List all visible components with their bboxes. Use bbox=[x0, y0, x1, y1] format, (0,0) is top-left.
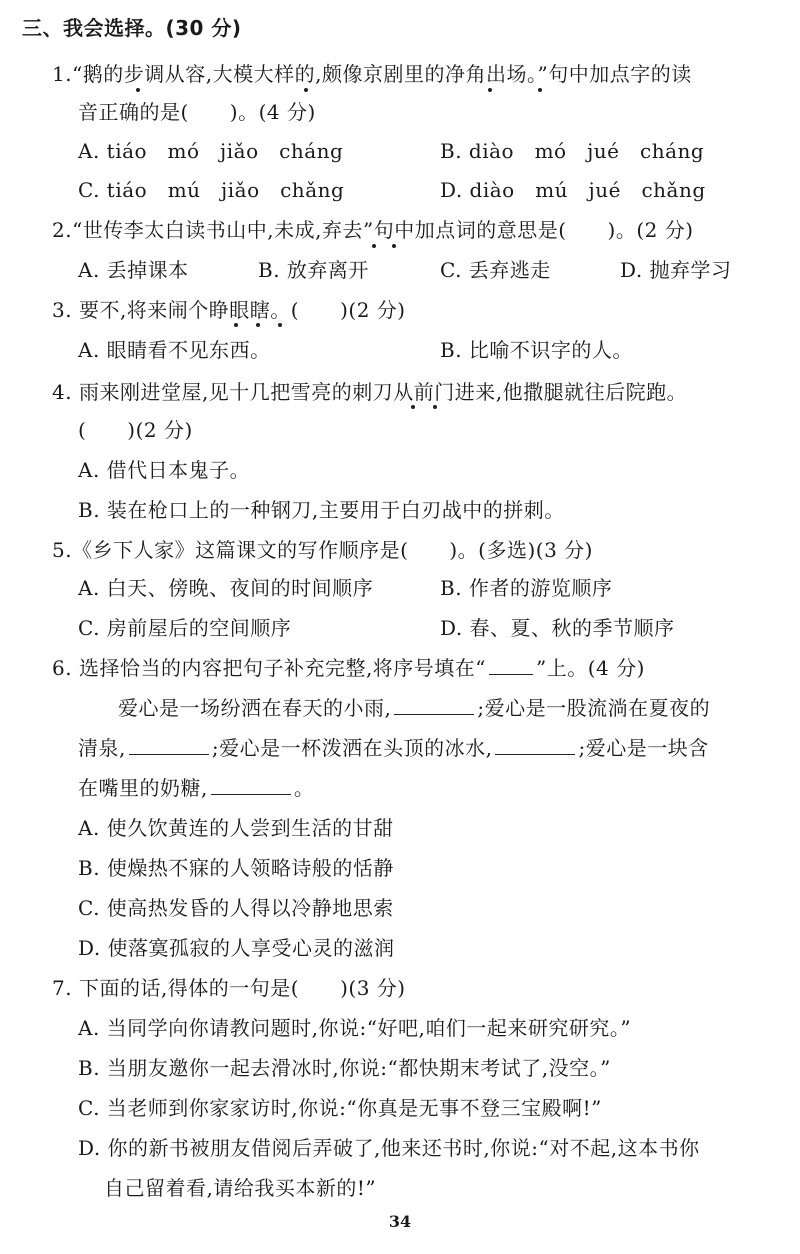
q6-option-b: B. 使燥热不寐的人领略诗般的恬静 bbox=[78, 856, 394, 880]
q7-stem: 7. 下面的话,得体的一句是( )(3 分) bbox=[52, 976, 406, 1000]
q4-option-b: B. 装在枪口上的一种钢刀,主要用于白刃战中的拼刺。 bbox=[78, 498, 565, 522]
q7-option-a: A. 当同学向你请教问题时,你说:“好吧,咱们一起来研究研究。” bbox=[78, 1016, 632, 1040]
emphasis-dot bbox=[256, 323, 260, 327]
q6-stem bbox=[52, 654, 645, 682]
q7-option-b: B. 当朋友邀你一起去滑冰时,你说:“都快期末考试了,没空。” bbox=[78, 1056, 611, 1080]
q6-stem-text-end: ”上。(4 分) bbox=[536, 656, 645, 680]
q6-stem-text: 6. 选择恰当的内容把句子补充完整,将序号填在“ bbox=[52, 656, 487, 680]
page-number: 34 bbox=[388, 1212, 412, 1231]
q1-option-c: C. tiáo mú jiǎo chǎng bbox=[78, 178, 345, 202]
emphasis-dot bbox=[234, 323, 238, 327]
passage-text: 在嘴里的奶糖, bbox=[78, 776, 208, 800]
q1-stem-line1: 1.“鹅的步调从容,大模大样的,颇像京剧里的净角出场。”句中加点字的读 bbox=[52, 62, 692, 86]
q3-stem: 3. 要不,将来闹个睁眼瞎。( )(2 分) bbox=[52, 298, 406, 322]
q7-option-d-line1: D. 你的新书被朋友借阅后弄破了,他来还书时,你说:“对不起,这本书你 bbox=[78, 1136, 700, 1160]
q2-option-b: B. 放弃离开 bbox=[258, 258, 369, 282]
emphasis-dot bbox=[488, 88, 492, 92]
q5-stem: 5.《乡下人家》这篇课文的写作顺序是( )。(多选)(3 分) bbox=[52, 538, 593, 562]
passage-text: ;爱心是一杯泼洒在头顶的冰水, bbox=[211, 736, 493, 760]
q3-option-a: A. 眼睛看不见东西。 bbox=[78, 338, 271, 362]
emphasis-dot bbox=[538, 88, 542, 92]
q5-option-d: D. 春、夏、秋的季节顺序 bbox=[440, 616, 675, 640]
q6-passage-line3 bbox=[78, 774, 314, 802]
answer-blank[interactable] bbox=[129, 734, 209, 755]
q2-option-d: D. 抛弃学习 bbox=[620, 258, 732, 282]
emphasis-dot bbox=[136, 88, 140, 92]
q6-passage-line2 bbox=[78, 734, 709, 762]
passage-text: ;爱心是一块含 bbox=[578, 736, 709, 760]
emphasis-dot bbox=[392, 244, 396, 248]
q1-stem-line2: 音正确的是( )。(4 分) bbox=[78, 100, 316, 124]
emphasis-dot bbox=[433, 405, 437, 409]
passage-text: 清泉, bbox=[78, 736, 126, 760]
q5-option-a: A. 白天、傍晚、夜间的时间顺序 bbox=[78, 576, 374, 600]
emphasis-dot bbox=[278, 323, 282, 327]
q6-option-d: D. 使落寞孤寂的人享受心灵的滋润 bbox=[78, 936, 395, 960]
q7-option-c: C. 当老师到你家家访时,你说:“你真是无事不登三宝殿啊!” bbox=[78, 1096, 602, 1120]
q6-option-c: C. 使高热发昏的人得以冷静地思索 bbox=[78, 896, 394, 920]
emphasis-dot bbox=[372, 244, 376, 248]
passage-text: 爱心是一场纷洒在春天的小雨, bbox=[118, 696, 392, 720]
section-title: 三、我会选择。(30 分) bbox=[22, 16, 242, 40]
q1-option-b: B. diào mó jué cháng bbox=[440, 139, 705, 163]
q4-stem-line1: 4. 雨来刚进堂屋,见十几把雪亮的刺刀从前门进来,他撒腿就往后院跑。 bbox=[52, 380, 688, 404]
answer-blank[interactable] bbox=[394, 694, 474, 715]
answer-blank[interactable] bbox=[495, 734, 575, 755]
answer-blank[interactable] bbox=[211, 774, 291, 795]
q4-option-a: A. 借代日本鬼子。 bbox=[78, 458, 251, 482]
q1-option-a: A. tiáo mó jiǎo cháng bbox=[78, 139, 344, 163]
q5-option-b: B. 作者的游览顺序 bbox=[440, 576, 613, 600]
q2-option-c: C. 丢弃逃走 bbox=[440, 258, 551, 282]
answer-blank[interactable] bbox=[489, 654, 533, 675]
q2-stem: 2.“世传李太白读书山中,未成,弃去”句中加点词的意思是( )。(2 分) bbox=[52, 218, 694, 242]
q5-option-c: C. 房前屋后的空间顺序 bbox=[78, 616, 292, 640]
q7-option-d-line2: 自己留着看,请给我买本新的!” bbox=[104, 1176, 377, 1200]
emphasis-dot bbox=[304, 88, 308, 92]
q1-option-d: D. diào mú jué chǎng bbox=[440, 178, 706, 202]
q6-option-a: A. 使久饮黄连的人尝到生活的甘甜 bbox=[78, 816, 394, 840]
passage-text: 。 bbox=[293, 776, 315, 800]
q6-passage-line1 bbox=[118, 694, 710, 722]
q2-option-a: A. 丢掉课本 bbox=[78, 258, 189, 282]
q4-stem-line2: ( )(2 分) bbox=[78, 418, 193, 442]
emphasis-dot bbox=[411, 405, 415, 409]
q3-option-b: B. 比喻不识字的人。 bbox=[440, 338, 633, 362]
passage-text: ;爱心是一股流淌在夏夜的 bbox=[477, 696, 711, 720]
